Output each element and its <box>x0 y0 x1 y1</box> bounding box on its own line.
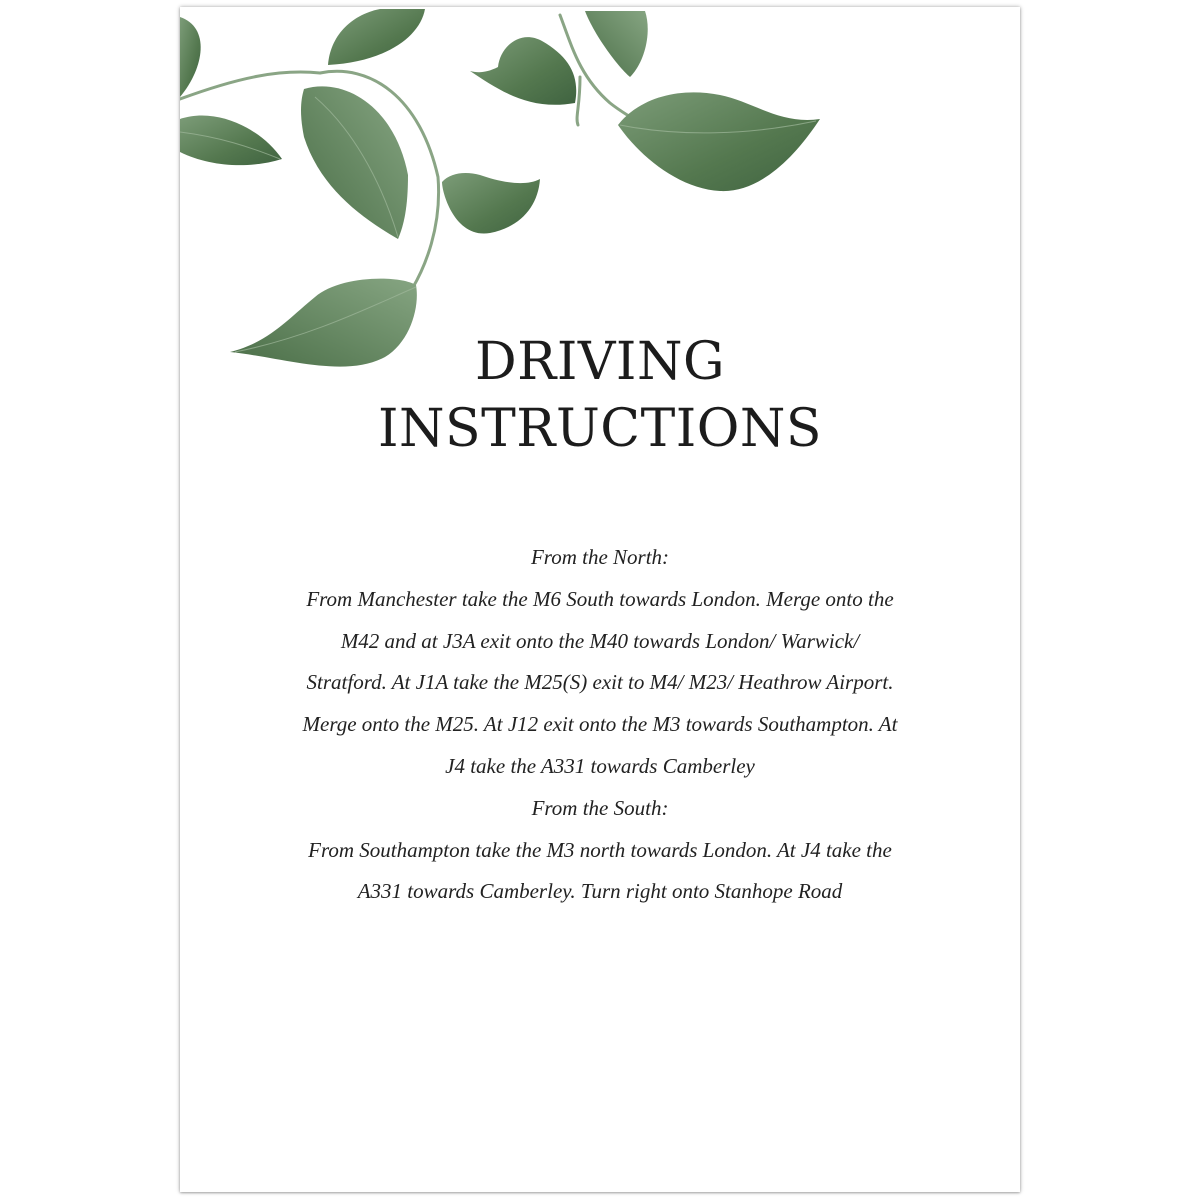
leaf <box>470 37 576 105</box>
instructions-body <box>300 537 900 913</box>
section-heading-south: From the South: <box>531 795 669 820</box>
title-line-2: INSTRUCTIONS <box>377 399 823 459</box>
title-line-1: DRIVING <box>474 332 726 392</box>
leaf <box>180 17 201 97</box>
leaf <box>328 9 425 65</box>
leaves <box>180 9 820 367</box>
section-text-south: From Southampton take the M3 north towards London. At J4 take the A331 towards Camberley. Turn right onto Stanhope Road <box>308 837 892 904</box>
leaf <box>180 115 282 165</box>
leaf <box>618 92 820 191</box>
leaf <box>442 173 540 234</box>
leaf <box>301 86 408 239</box>
invitation-card <box>180 7 1020 1192</box>
section-text-north: From Manchester take the M6 South towards London. Merge onto the M42 and at J3A exit onto the M40 towards London/ Warwick/ Stratford. At J1A take the M25(S) exit to M4/ M23/ Heathrow Airport. Merge onto the M25. At J12 exit onto the M3 towards Southampton. At J4 take the A331 towards Camberley <box>302 586 898 778</box>
page-title <box>180 329 1020 463</box>
section-heading-north: From the North: <box>530 545 670 569</box>
leaf <box>585 11 648 77</box>
